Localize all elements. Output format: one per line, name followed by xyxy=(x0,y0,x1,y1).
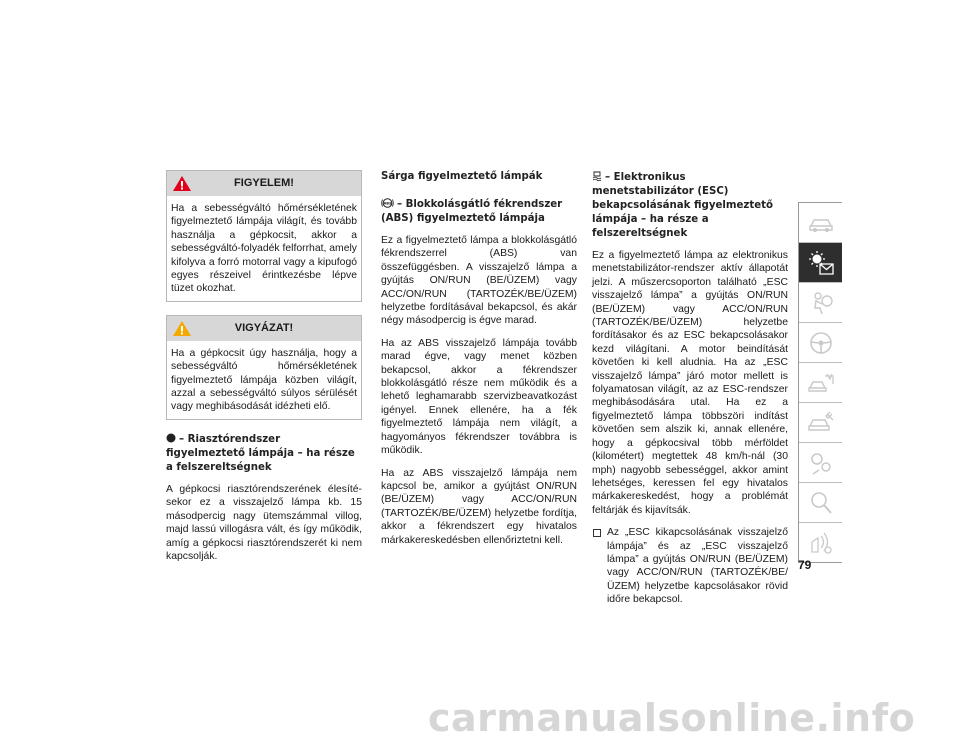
warning-box-title: FIGYELEM! xyxy=(234,177,294,189)
abs-paragraph-2: Ha az ABS visszajelző lámpája tovább marad égve, vagy menet közben bekapcsol, akkor a fékrendszer blokkolásgátló része nem működik és a lehető leghamarabb szervizbeavatkozást igényel. Ennek ellenére, ha a fék figyelmeztető lámpája nem világít, a hagyományos fékrendszer továbbra is működik. xyxy=(381,337,577,457)
multimedia-icon xyxy=(806,528,836,558)
alarm-heading-text: – Riasztórendszer figyelmeztető lámpája – ha része a felszereltségnek xyxy=(166,433,355,473)
watermark: carmanualsonline.info xyxy=(428,696,916,740)
warning-triangle-icon xyxy=(172,175,192,192)
specs-icon xyxy=(806,448,836,478)
esc-heading-text: – Elektronikus menetstabilizátor (ESC) bekapcsolásának figyelmeztető lámpája – ha része a felszereltségnek xyxy=(592,172,773,239)
abs-icon xyxy=(381,198,394,208)
alarm-heading xyxy=(166,433,362,475)
section-title: Sárga figyelmeztető lámpák xyxy=(381,171,543,182)
esc-bullet-text: Az „ESC kikapcsolásának visszajelző lámpája” és az „ESC visszajelző lámpa” a gyújtás ON/RUN (BE/ÜZEM) vagy ACC/ON/RUN (TARTOZÉK/BE/ÜZEM) helyzetbe kapcsolásakor rövid időre bekapcsol. xyxy=(607,527,788,606)
warning-box-header xyxy=(167,171,361,196)
esc-bullet xyxy=(592,526,788,615)
column-middle xyxy=(381,170,577,556)
alarm-light-icon xyxy=(166,433,176,443)
caution-triangle-icon xyxy=(172,320,192,337)
steering-wheel-icon xyxy=(806,328,836,358)
tab-steering[interactable] xyxy=(799,323,842,363)
warning-box-text: Ha a sebességváltó hőmérsékletének figyelmeztető lámpája világít, és tovább használja a gépkocsit, akkor a sebességváltó-folyadék felforrhat, amely kifolyva a forró motorral vagy a kipufogó egyes részeivel érintkezésbe lépve tüzet okozhat. xyxy=(171,203,357,295)
caution-box-header xyxy=(167,316,361,341)
car-icon xyxy=(806,208,836,238)
alarm-paragraph: A gépkocsi riasztórendszerének élesítésekor ez a visszajelző lámpa kb. 15 másodpercig nagy ütemszámmal villog, majd lassú villogásra vált, és így működik, amíg a gépkocsi riasztórendszerét ki nem kapcsolják. xyxy=(166,483,362,562)
warning-box xyxy=(166,170,362,302)
chapter-sidebar xyxy=(798,202,842,563)
esc-paragraph: Ez a figyelmeztető lámpa az elektronikus menetstabilizátor-rendszer aktív állapotát jelzi. A műszercsoporton található „ESC visszajelző lámpa” a gyújtás ON/RUN (BE/ÜZEM) vagy ACC/ON/RUN (TARTOZÉK/BE/ÜZEM) helyzetbe fordításakor és az ESC bekapcsolásakor kezd világítani. A motor beindítását követően ki kell aludnia. Ha az „ESC visszajelző lámpa” járó motor mellett is folyamatosan világít, az az ESC-rendszer meghibásodására utal. Ha ez a figyelmeztető lámpa többszöri indítást követően sem alszik ki, annak ellenére, hogy a gépkocsival több mérföldet (kilométert) megtettek 48 km/h-nál (30 mph) nagyobb sebességgel, akkor amint lehetséges, keressen fel egy hivatalos márkakereskedést, hogy a problémát feltárják és kijavítsák. xyxy=(592,250,788,516)
tab-service[interactable] xyxy=(799,403,842,443)
column-left xyxy=(166,170,362,572)
tab-multimedia[interactable] xyxy=(799,523,842,562)
warning-lights-icon xyxy=(806,248,836,278)
svg-text:ABS: ABS xyxy=(383,201,392,206)
esc-heading xyxy=(592,170,788,241)
airbag-icon xyxy=(806,288,836,318)
tab-specs[interactable] xyxy=(799,443,842,483)
abs-paragraph-1: Ez a figyelmeztető lámpa a blokkolásgátló fékrendszerrel (ABS) van összefüggésben. A visszajelző lámpa a gyújtás ON/RUN (BE/ÜZEM) vagy ACC/ON/RUN (TARTOZÉK/BE/ÜZEM) helyzetbe fordításával bekapcsol, és akár négy másodpercig is égve marad. xyxy=(381,235,577,327)
bullet-square-icon xyxy=(593,529,601,537)
service-icon xyxy=(806,408,836,438)
tab-accident[interactable] xyxy=(799,363,842,403)
caution-box xyxy=(166,315,362,420)
caution-box-text: Ha a gépkocsit úgy használja, hogy a sebességváltó hőmérsékletének figyelmeztető lámpája közben világít, azzal a sebességváltó súlyos sérülését vagy meghibásodását idézheti elő. xyxy=(171,347,357,413)
tab-search[interactable] xyxy=(799,483,842,523)
abs-heading-text: – Blokkolásgátló fékrendszer (ABS) figyelmeztető lámpája xyxy=(381,199,563,224)
tab-car[interactable] xyxy=(799,203,842,243)
search-icon xyxy=(806,488,836,518)
abs-paragraph-3: Ha az ABS visszajelző lámpája nem kapcsol be, amikor a gyújtást ON/RUN (BE/ÜZEM) vagy ACC/ON/RUN (TARTOZÉK/BE/ÜZEM) helyzetbe fordítja, akkor a fékrendszert egy hivatalos márkakereskedésben ellenőriztetni kell. xyxy=(381,467,577,546)
caution-box-title: VIGYÁZAT! xyxy=(234,321,294,334)
abs-heading xyxy=(381,198,577,226)
page-number: 79 xyxy=(798,558,812,572)
tab-warning-lights[interactable] xyxy=(799,243,842,283)
tab-airbag[interactable] xyxy=(799,283,842,323)
accident-icon xyxy=(806,368,836,398)
column-right xyxy=(592,170,788,616)
esc-icon xyxy=(592,170,602,181)
